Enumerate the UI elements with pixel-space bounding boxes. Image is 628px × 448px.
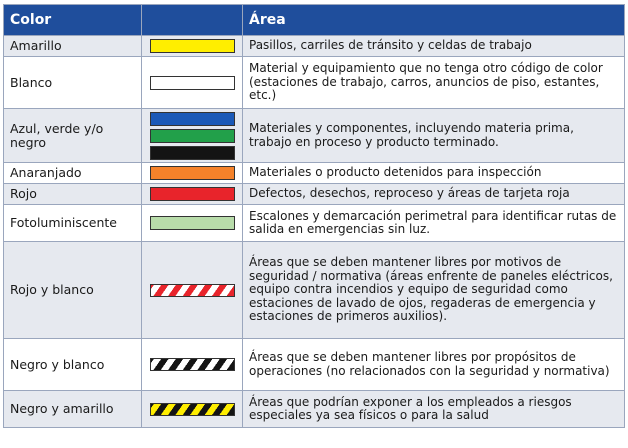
- header-color: Color: [4, 5, 142, 36]
- table-row: [4, 109, 625, 163]
- area-description: Áreas que se deben mantener libres por propósitos de operaciones (no relacionados con la seguridad y normativa): [243, 339, 625, 391]
- header-area: Área: [243, 5, 625, 36]
- swatch-cell: [142, 242, 243, 339]
- color-name: Fotoluminiscente: [4, 205, 142, 242]
- table-row: [4, 163, 625, 184]
- header-swatch: [142, 5, 243, 36]
- color-swatch: [150, 166, 235, 180]
- area-description: Áreas que podrían exponer a los empleados a riesgos especiales ya sea físicos o para la salud: [243, 391, 625, 428]
- hazard-stripe-swatch: [150, 284, 235, 297]
- color-name: Negro y blanco: [4, 339, 142, 391]
- area-description: Áreas que se deben mantener libres por motivos de seguridad / normativa (áreas enfrente de paneles eléctricos, equipo contra incendios y equipo de seguridad como estaciones de lavado de ojos, regaderas de emergencia y estaciones de primeros auxilios).: [243, 242, 625, 339]
- swatch-cell: [142, 205, 243, 242]
- color-name: Azul, verde y/o negro: [4, 109, 142, 163]
- area-description: Defectos, desechos, reproceso y áreas de tarjeta roja: [243, 184, 625, 205]
- swatch-cell: [142, 184, 243, 205]
- hazard-stripe-swatch: [150, 358, 235, 371]
- color-swatch: [150, 112, 235, 126]
- table-row: [4, 339, 625, 391]
- area-description: Materiales o producto detenidos para inspección: [243, 163, 625, 184]
- table-header-row: [4, 5, 625, 36]
- table-row: [4, 391, 625, 428]
- table-row: [4, 242, 625, 339]
- swatch-cell: [142, 391, 243, 428]
- color-swatch: [150, 146, 235, 160]
- table-row: [4, 205, 625, 242]
- color-name: Negro y amarillo: [4, 391, 142, 428]
- hazard-stripe-swatch: [150, 403, 235, 416]
- color-name: Rojo: [4, 184, 142, 205]
- color-code-table: [3, 4, 625, 428]
- swatch-cell: [142, 109, 243, 163]
- swatch-cell: [142, 339, 243, 391]
- color-swatch: [150, 76, 235, 90]
- color-name: Rojo y blanco: [4, 242, 142, 339]
- table-row: [4, 184, 625, 205]
- color-swatch: [150, 216, 235, 230]
- color-swatch: [150, 187, 235, 201]
- area-description: Materiales y componentes, incluyendo materia prima, trabajo en proceso y producto terminado.: [243, 109, 625, 163]
- area-description: Pasillos, carriles de tránsito y celdas de trabajo: [243, 36, 625, 57]
- color-swatch: [150, 129, 235, 143]
- area-description: Escalones y demarcación perimetral para identificar rutas de salida en emergencias sin luz.: [243, 205, 625, 242]
- swatch-cell: [142, 57, 243, 109]
- table-row: [4, 36, 625, 57]
- table-row: [4, 57, 625, 109]
- area-description: Material y equipamiento que no tenga otro código de color (estaciones de trabajo, carros, anuncios de piso, estantes, etc.): [243, 57, 625, 109]
- color-name: Amarillo: [4, 36, 142, 57]
- color-swatch: [150, 39, 235, 53]
- swatch-cell: [142, 36, 243, 57]
- swatch-cell: [142, 163, 243, 184]
- color-name: Anaranjado: [4, 163, 142, 184]
- color-code-table-wrapper: [3, 4, 624, 428]
- color-name: Blanco: [4, 57, 142, 109]
